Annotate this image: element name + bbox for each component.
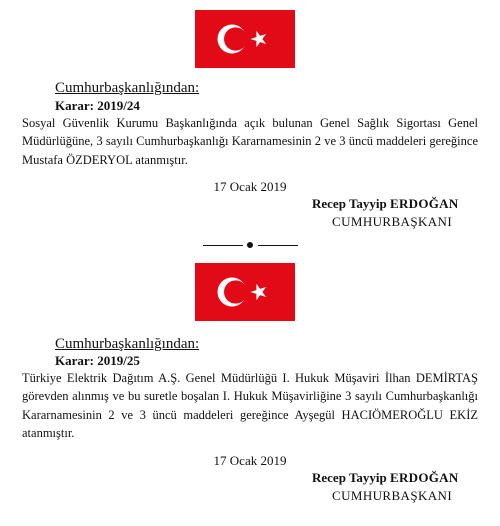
decree-heading: Cumhurbaşkanlığından: xyxy=(55,80,200,96)
decree-text-line: Mustafa ÖZDERYOL atanmıştır. xyxy=(22,152,188,167)
decision-number: Karar: 2019/25 xyxy=(55,353,140,368)
signer-title: CUMHURBAŞKANI xyxy=(332,214,453,229)
decree-heading: Cumhurbaşkanlığından: xyxy=(55,336,200,352)
turkish-flag-icon xyxy=(195,10,295,68)
separator-line-right xyxy=(258,245,298,246)
separator-dot xyxy=(247,242,253,248)
decree-text-line: Kararnamesinin 2 ve 3 üncü maddeleri gereğince Ayşegül HACIÖMEROĞLU EKİZ xyxy=(22,407,478,422)
decree-text xyxy=(22,369,478,442)
decision-number: Karar: 2019/24 xyxy=(55,98,140,113)
decree-text-line: görevden alınmış ve bu suretle boşalan I. Hukuk Müşavirliğine 3 sayılı Cumhurbaşkanlığı xyxy=(22,389,478,404)
signer-name xyxy=(312,196,459,212)
signer-title: CUMHURBAŞKANI xyxy=(332,488,453,503)
section-separator xyxy=(0,237,500,253)
decree-text xyxy=(22,114,478,169)
separator-line-left xyxy=(203,245,243,246)
signer-last-name: ERDOĞAN xyxy=(390,470,459,485)
decree-text-line: Türkiye Elektrik Dağıtım A.Ş. Genel Müdürlüğü I. Hukuk Müşaviri İlhan DEMİRTAŞ xyxy=(22,371,478,385)
signer-first-name: Recep Tayyip xyxy=(312,470,387,485)
decree-text-line: Müdürlüğüne, 3 sayılı Cumhurbaşkanlığı Kararnamesinin 2 ve 3 üncü maddeleri gereğince xyxy=(22,134,478,149)
decree-text-line: Sosyal Güvenlik Kurumu Başkanlığında açık bulunan Genel Sağlık Sigortası Genel xyxy=(22,116,478,130)
decree-date: 17 Ocak 2019 xyxy=(213,179,287,194)
signer-last-name: ERDOĞAN xyxy=(390,196,459,211)
turkish-flag-icon xyxy=(195,263,295,321)
decree-text-line: atanmıştır. xyxy=(22,425,75,440)
decree-date: 17 Ocak 2019 xyxy=(213,453,287,468)
signer-first-name: Recep Tayyip xyxy=(312,196,387,211)
signer-name xyxy=(312,470,459,486)
